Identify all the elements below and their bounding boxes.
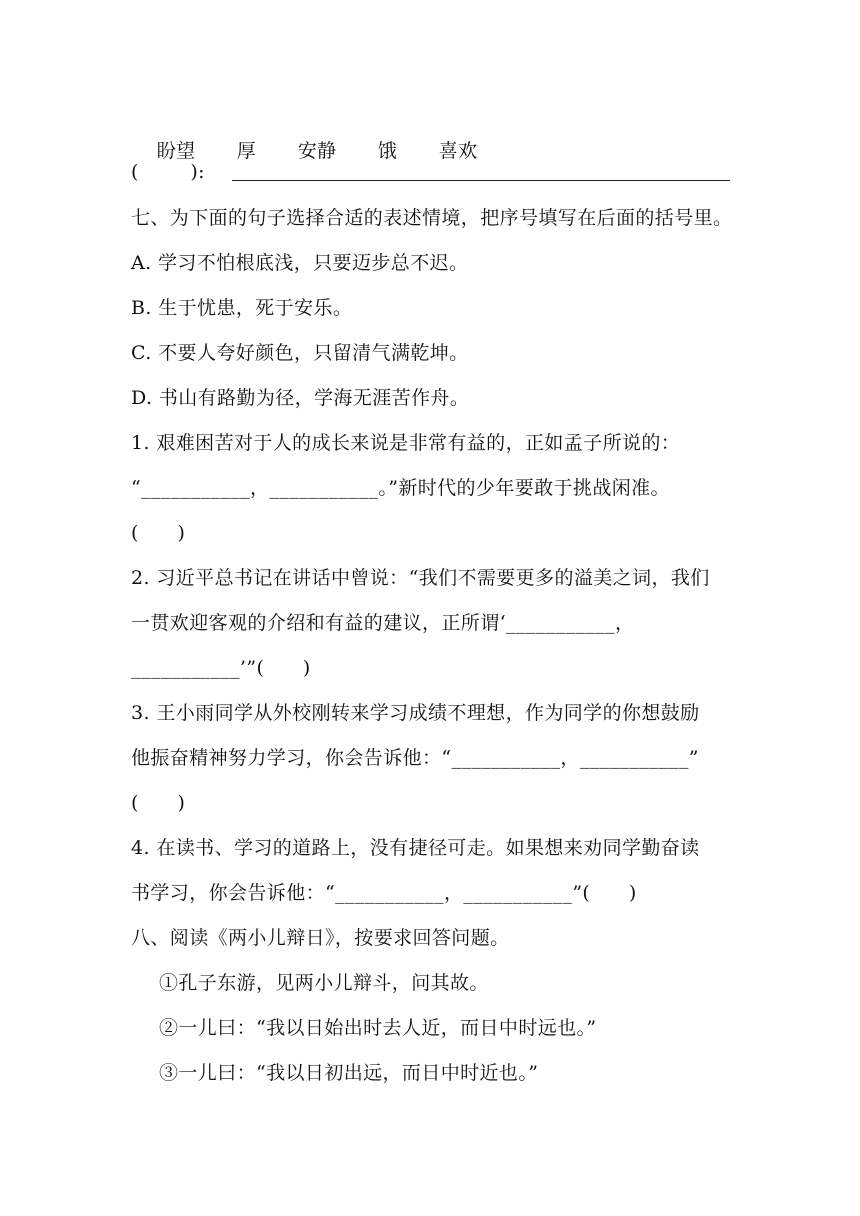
question-3-answer-bracket: ( ) xyxy=(131,792,186,814)
answer-underline xyxy=(232,180,730,181)
question-1-line-1: 1. 艰难困苦对于人的成长来说是非常有益的，正如孟子所说的： xyxy=(131,432,681,454)
word-item: 厚 xyxy=(236,140,257,162)
section8-title: 八、阅读《两小儿辩日》，按要求回答问题。 xyxy=(131,927,510,949)
word-item: 安静 xyxy=(297,140,337,162)
option-c: C. 不要人夸好颜色，只留清气满乾坤。 xyxy=(131,342,469,364)
question-1-line-2: “___________，___________。”新时代的少年要敢于挑战闲准。 xyxy=(131,477,670,499)
question-1-answer-bracket: ( ) xyxy=(131,522,186,544)
question-2-line-3: ___________’”( ) xyxy=(131,657,311,679)
word-item: 喜欢 xyxy=(438,140,478,162)
option-d: D. 书山有路勤为径，学海无涯苦作舟。 xyxy=(131,387,470,409)
question-4-line-2: 书学习，你会告诉他：“___________，___________”( ) xyxy=(131,882,637,904)
answer-line-label: ( ): xyxy=(131,161,205,183)
passage-paragraph-1: ①孔子东游，见两小儿辩斗，问其故。 xyxy=(159,972,489,994)
section7-title: 七、为下面的句子选择合适的表述情境，把序号填写在后面的括号里。 xyxy=(131,207,733,229)
word-item: 饿 xyxy=(377,140,398,162)
passage-paragraph-3: ③一儿曰：“我以日初出远，而日中时近也。” xyxy=(159,1062,539,1084)
passage-paragraph-2: ②一儿曰：“我以日始出时去人近，而日中时远也。” xyxy=(159,1017,597,1039)
option-b: B. 生于忧患，死于安乐。 xyxy=(131,297,353,319)
question-3-line-2: 他振奋精神努力学习，你会告诉他：“___________，___________” xyxy=(131,747,699,769)
option-a: A. 学习不怕根底浅，只要迈步总不迟。 xyxy=(131,252,469,274)
question-2-line-2: 一贯欢迎客观的介绍和有益的建议，正所谓‘___________， xyxy=(131,612,635,634)
word-item: 盼望 xyxy=(156,140,196,162)
question-3-line-1: 3. 王小雨同学从外校刚转来学习成绩不理想，作为同学的你想鼓励 xyxy=(131,702,700,724)
question-2-line-1: 2. 习近平总书记在讲话中曾说：“我们不需要更多的溢美之词，我们 xyxy=(131,567,710,589)
question-4-line-1: 4. 在读书、学习的道路上，没有捷径可走。如果想来劝同学勤奋读 xyxy=(131,837,700,859)
